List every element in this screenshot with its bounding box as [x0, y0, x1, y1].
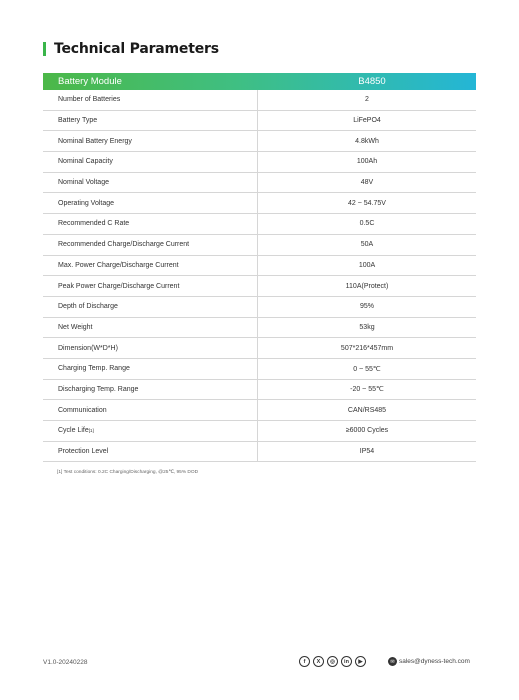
x-icon[interactable]: X	[313, 656, 324, 667]
param-label: Nominal Voltage	[58, 179, 109, 187]
param-label: Peak Power Charge/Discharge Current	[58, 282, 180, 290]
table-row	[43, 173, 476, 194]
param-label: Protection Level	[58, 448, 109, 456]
email-icon: ✉	[388, 657, 397, 666]
param-label: Recommended C Rate	[58, 220, 130, 228]
facebook-icon[interactable]: f	[299, 656, 310, 667]
param-name	[43, 173, 258, 193]
param-value: 100Ah	[356, 158, 378, 166]
linkedin-icon[interactable]: in	[341, 656, 352, 667]
table-row	[43, 276, 476, 297]
param-name	[43, 297, 258, 317]
param-name	[43, 359, 258, 379]
param-value: 507*216*457mm	[340, 344, 394, 352]
param-value: LiFePO4	[353, 117, 381, 125]
param-value: 48V	[360, 179, 374, 187]
youtube-icon[interactable]: ▶	[355, 656, 366, 667]
table-row	[43, 193, 476, 214]
param-label: Nominal Capacity	[58, 158, 113, 166]
page-title: Technical Parameters	[54, 41, 219, 57]
table-row	[43, 421, 476, 442]
table-row	[43, 131, 476, 152]
instagram-icon[interactable]: ◎	[327, 656, 338, 667]
param-value: 53kg	[359, 323, 375, 331]
param-name	[43, 131, 258, 151]
param-label: Battery Type	[58, 117, 98, 125]
param-label: Nominal Battery Energy	[58, 137, 132, 145]
param-label: Charging Temp. Range	[58, 365, 130, 373]
social-links	[299, 656, 366, 667]
param-value: -20 ~ 55℃	[350, 386, 384, 394]
param-value: IP54	[359, 448, 375, 456]
param-name	[43, 152, 258, 172]
table-row	[43, 442, 476, 463]
footnote: [1] Test conditions: 0.2C Charging/Discharging, @25℃, 95% DOD	[57, 470, 199, 475]
param-value: 50A	[360, 241, 374, 249]
table-row	[43, 380, 476, 401]
header-param: Battery Module	[58, 76, 122, 87]
param-label: Net Weight	[58, 323, 93, 331]
param-name	[43, 193, 258, 213]
param-value: 100A	[358, 261, 376, 269]
table-row	[43, 111, 476, 132]
table-row	[43, 214, 476, 235]
param-name	[43, 111, 258, 131]
param-value: 0 ~ 55℃	[353, 365, 381, 373]
param-value: 2	[365, 96, 369, 104]
param-value: 95%	[359, 303, 374, 311]
param-label: Number of Batteries	[58, 96, 121, 104]
accent-bar	[43, 42, 46, 56]
param-value: ≥6000 Cycles	[345, 427, 389, 435]
param-label: Discharging Temp. Range	[58, 385, 139, 393]
version-label: V1.0-20240228	[43, 659, 88, 666]
param-value: 0.5C	[359, 220, 375, 228]
section-heading	[43, 41, 219, 57]
parameters-table	[43, 73, 476, 462]
param-name	[43, 214, 258, 234]
table-row	[43, 400, 476, 421]
email-address[interactable]: sales@dyness-tech.com	[399, 658, 470, 665]
table-row	[43, 338, 476, 359]
param-name	[43, 90, 258, 110]
param-name	[43, 400, 258, 420]
param-value: 42 ~ 54.75V	[348, 199, 386, 207]
table-row	[43, 235, 476, 256]
param-value: 110A(Protect)	[345, 282, 389, 290]
param-value: 4.8kWh	[355, 137, 379, 145]
table-row	[43, 318, 476, 339]
table-row	[43, 90, 476, 111]
param-label: Max. Power Charge/Discharge Current	[58, 261, 179, 269]
param-name	[43, 235, 258, 255]
header-model: B4850	[358, 76, 386, 87]
table-header	[43, 73, 476, 90]
footnote-ref: [1]	[88, 428, 94, 434]
param-value: CAN/RS485	[347, 406, 387, 414]
table-row	[43, 152, 476, 173]
param-name	[43, 338, 258, 358]
param-name	[43, 442, 258, 462]
param-name	[43, 421, 258, 441]
table-row	[43, 297, 476, 318]
param-label: Recommended Charge/Discharge Current	[58, 241, 190, 249]
table-row	[43, 256, 476, 277]
param-label: Depth of Discharge	[58, 303, 118, 311]
param-label: Operating Voltage	[58, 199, 115, 207]
param-name	[43, 380, 258, 400]
param-name	[43, 256, 258, 276]
param-name	[43, 276, 258, 296]
param-label: Communication	[58, 406, 107, 414]
param-label: Dimension(W*D*H)	[58, 344, 118, 352]
table-row	[43, 359, 476, 380]
email-contact[interactable]	[388, 657, 470, 666]
param-name	[43, 318, 258, 338]
param-label: Cycle Life	[58, 427, 89, 435]
table-body	[43, 90, 476, 462]
